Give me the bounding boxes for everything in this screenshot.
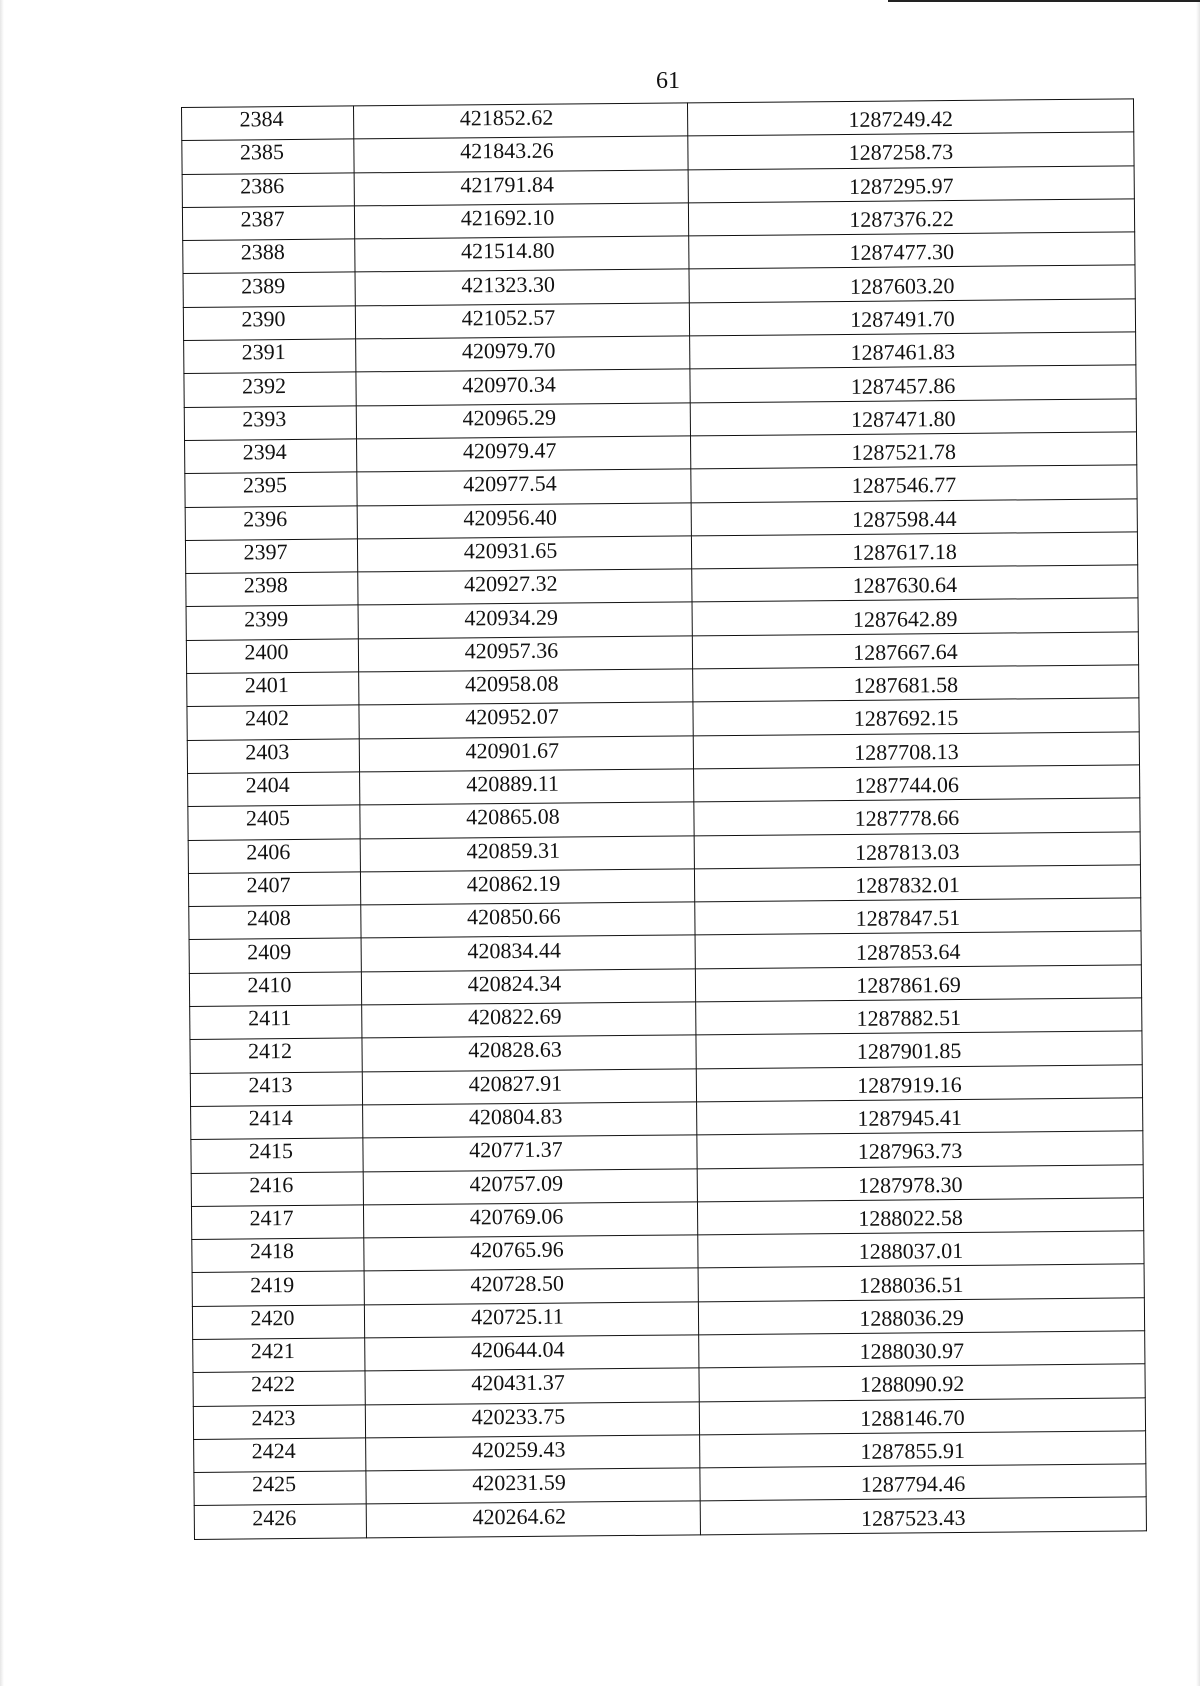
y-coordinate-value: 1287603.20 [849,272,955,299]
x-coordinate-value: 421692.10 [460,204,555,231]
y-coordinate-value: 1287523.43 [860,1504,966,1531]
y-coordinate-value: 1287681.58 [853,672,959,699]
y-coordinate-value: 1287861.69 [856,971,961,998]
point-id-value: 2415 [248,1138,294,1164]
x-coordinate-cell [354,203,688,239]
y-coordinate-value: 1287945.41 [857,1105,963,1131]
x-coordinate-cell [357,436,691,472]
x-coordinate-cell [354,169,688,205]
x-coordinate-cell [359,702,693,738]
point-id-value: 2420 [250,1304,295,1331]
y-coordinate-value: 1287853.64 [855,938,961,965]
point-id-value: 2426 [252,1504,297,1531]
x-coordinate-cell [366,1468,700,1504]
x-coordinate-cell [355,269,689,305]
point-id-cell [191,1205,363,1240]
point-id-cell [189,905,361,940]
point-id-cell [190,1005,362,1040]
y-coordinate-value: 1287642.89 [852,605,958,632]
x-coordinate-value: 420728.50 [470,1270,565,1296]
point-id-value: 2401 [244,672,289,698]
point-id-cell [192,1238,364,1273]
x-coordinate-cell [363,1168,697,1204]
point-id-value: 2395 [242,472,288,498]
y-coordinate-value: 1287376.22 [849,206,954,232]
point-id-cell [188,805,360,840]
x-coordinate-cell [361,935,695,971]
x-coordinate-cell [356,336,690,372]
point-id-value: 2409 [247,938,292,964]
y-coordinate-cell [696,1064,1142,1101]
point-id-cell [182,206,354,241]
x-coordinate-value: 420827.91 [468,1070,563,1097]
point-id-value: 2424 [251,1438,296,1464]
y-coordinate-cell [693,731,1139,768]
point-id-value: 2407 [246,872,291,898]
y-coordinate-value: 1287477.30 [849,239,955,266]
x-coordinate-value: 420804.83 [468,1103,563,1130]
point-id-value: 2386 [240,172,285,199]
y-coordinate-cell [700,1497,1146,1534]
y-coordinate-cell [692,632,1138,669]
y-coordinate-cell [689,299,1135,336]
x-coordinate-value: 420231.59 [472,1469,566,1496]
top-rule [888,0,1200,2]
point-id-value: 2412 [247,1038,293,1064]
y-coordinate-value: 1288022.58 [858,1204,963,1231]
x-coordinate-value: 421791.84 [460,171,555,198]
y-coordinate-cell [688,132,1134,169]
y-coordinate-value: 1287978.30 [857,1171,963,1198]
point-id-value: 2405 [245,805,291,831]
scan-left-edge [0,0,4,1686]
y-coordinate-value: 1287778.66 [854,805,960,832]
point-id-value: 2422 [250,1371,296,1397]
point-id-cell [189,972,361,1007]
x-coordinate-cell [358,602,692,638]
y-coordinate-cell [700,1464,1146,1501]
x-coordinate-cell [360,869,694,905]
y-coordinate-cell [694,798,1140,835]
x-coordinate-value: 420859.31 [466,837,561,864]
point-id-cell [185,472,357,507]
x-coordinate-cell [366,1501,700,1537]
point-id-value: 2425 [251,1471,297,1497]
point-id-cell [183,306,355,341]
x-coordinate-value: 420979.47 [462,437,557,464]
point-id-value: 2406 [246,838,291,865]
point-id-cell [185,505,357,540]
x-coordinate-cell [359,736,693,772]
point-id-value: 2417 [249,1204,294,1231]
y-coordinate-value: 1287457.86 [850,372,956,399]
point-id-value: 2423 [251,1404,296,1431]
point-id-value: 2418 [249,1238,294,1264]
y-coordinate-value: 1287901.85 [856,1038,962,1065]
y-coordinate-cell [689,265,1135,302]
point-id-cell [186,572,358,607]
y-coordinate-value: 1287295.97 [848,172,954,199]
point-id-cell [186,605,358,640]
point-id-cell [191,1105,363,1140]
x-coordinate-cell [357,502,691,538]
point-id-value: 2414 [248,1105,293,1131]
y-coordinate-cell [696,1031,1142,1068]
point-id-cell [190,1038,362,1073]
point-id-cell [183,239,355,274]
y-coordinate-value: 1287617.18 [852,538,957,565]
y-coordinate-cell [698,1231,1144,1268]
x-coordinate-value: 420927.32 [463,570,558,597]
point-id-value: 2385 [239,139,285,165]
y-coordinate-cell [699,1364,1145,1401]
x-coordinate-cell [364,1268,698,1304]
y-coordinate-cell [691,465,1137,502]
y-coordinate-cell [692,565,1138,602]
x-coordinate-value: 420952.07 [465,704,559,730]
y-coordinate-value: 1287832.01 [855,871,960,898]
x-coordinate-value: 420644.04 [470,1336,565,1363]
x-coordinate-value: 420977.54 [463,471,557,497]
y-coordinate-cell [699,1397,1145,1434]
point-id-value: 2411 [248,1005,292,1031]
y-coordinate-value: 1288037.01 [858,1238,964,1265]
x-coordinate-value: 421323.30 [461,271,555,298]
x-coordinate-cell [365,1401,699,1437]
point-id-value: 2394 [242,439,287,465]
point-id-cell [192,1305,364,1340]
y-coordinate-cell [691,532,1137,569]
x-coordinate-value: 420865.08 [466,803,560,830]
x-coordinate-cell [365,1335,699,1371]
x-coordinate-cell [360,802,694,838]
y-coordinate-cell [690,399,1136,436]
y-coordinate-value: 1287521.78 [851,439,957,466]
point-id-value: 2399 [244,605,289,632]
y-coordinate-value: 1287882.51 [856,1005,962,1032]
x-coordinate-value: 420259.43 [471,1436,566,1463]
point-id-value: 2384 [239,106,284,132]
point-id-cell [184,339,356,374]
point-id-cell [190,1072,362,1107]
coordinate-table-body [182,99,1147,1539]
y-coordinate-value: 1287919.16 [857,1071,962,1098]
x-coordinate-value: 420850.66 [467,903,561,930]
y-coordinate-cell [688,199,1134,236]
x-coordinate-value: 420965.29 [462,404,557,431]
point-id-value: 2397 [243,539,288,565]
point-id-value: 2419 [250,1271,295,1297]
point-id-value: 2396 [243,505,288,532]
x-coordinate-cell [355,303,689,339]
point-id-cell [192,1271,364,1306]
point-id-cell [184,406,356,441]
y-coordinate-value: 1288146.70 [860,1404,965,1431]
y-coordinate-cell [696,998,1142,1035]
y-coordinate-value: 1287855.91 [860,1437,966,1464]
x-coordinate-cell [361,969,695,1005]
page-number: 61 [656,68,680,94]
y-coordinate-value: 1288090.92 [859,1371,965,1398]
point-id-cell [189,938,361,973]
y-coordinate-cell [694,765,1140,802]
y-coordinate-value: 1287667.64 [853,638,958,665]
x-coordinate-value: 420889.11 [466,770,560,797]
y-coordinate-value: 1288030.97 [859,1338,965,1365]
point-id-cell [188,872,360,907]
x-coordinate-value: 420834.44 [467,937,562,963]
point-id-cell [182,173,354,208]
y-coordinate-value: 1287847.51 [855,905,961,932]
x-coordinate-cell [357,536,691,572]
x-coordinate-cell [356,403,690,439]
x-coordinate-value: 420769.06 [469,1203,564,1230]
x-coordinate-cell [363,1135,697,1171]
y-coordinate-cell [695,965,1141,1002]
scan-right-edge [1196,0,1200,1686]
x-coordinate-cell [360,835,694,871]
x-coordinate-cell [355,236,689,272]
y-coordinate-value: 1287471.80 [850,405,956,432]
x-coordinate-value: 420828.63 [468,1037,562,1063]
point-id-cell [193,1371,365,1406]
point-id-cell [194,1504,366,1539]
point-id-cell [185,439,357,474]
x-coordinate-value: 420931.65 [463,537,558,564]
x-coordinate-cell [356,369,690,405]
y-coordinate-cell [697,1164,1143,1201]
point-id-cell [182,139,354,174]
point-id-cell [182,106,354,141]
x-coordinate-value: 421514.80 [460,237,555,264]
x-coordinate-value: 420979.70 [461,337,556,364]
point-id-value: 2398 [243,572,288,598]
point-id-value: 2413 [248,1071,293,1098]
point-id-cell [193,1404,365,1439]
x-coordinate-cell [358,636,692,672]
y-coordinate-cell [691,498,1137,535]
y-coordinate-cell [691,432,1137,469]
y-coordinate-cell [687,99,1133,136]
y-coordinate-cell [688,165,1134,202]
point-id-cell [185,539,357,574]
point-id-cell [183,272,355,307]
x-coordinate-cell [354,136,688,172]
point-id-value: 2410 [247,971,292,998]
x-coordinate-cell [360,769,694,805]
y-coordinate-value: 1287249.42 [848,106,954,133]
point-id-value: 2392 [241,372,287,398]
y-coordinate-value: 1288036.29 [859,1304,964,1331]
x-coordinate-value: 420765.96 [470,1236,564,1263]
y-coordinate-cell [699,1331,1145,1368]
y-coordinate-cell [697,1198,1143,1235]
y-coordinate-cell [698,1264,1144,1301]
point-id-value: 2408 [246,905,291,931]
y-coordinate-value: 1287258.73 [848,139,954,166]
point-id-cell [191,1171,363,1206]
x-coordinate-cell [366,1435,700,1471]
x-coordinate-cell [362,1035,696,1071]
x-coordinate-value: 420934.29 [464,604,559,631]
x-coordinate-value: 420264.62 [472,1503,567,1530]
y-coordinate-cell [689,232,1135,269]
y-coordinate-value: 1287813.03 [854,838,960,865]
y-coordinate-cell [695,931,1141,968]
point-id-value: 2390 [241,305,286,332]
point-id-cell [193,1338,365,1373]
x-coordinate-value: 420958.08 [464,670,559,697]
y-coordinate-cell [690,365,1136,402]
x-coordinate-cell [364,1235,698,1271]
point-id-cell [186,639,358,674]
x-coordinate-cell [363,1202,697,1238]
point-id-cell [188,838,360,873]
y-coordinate-cell [700,1431,1146,1468]
x-coordinate-cell [353,103,687,139]
y-coordinate-value: 1287692.15 [853,705,959,732]
point-id-value: 2404 [245,772,290,798]
y-coordinate-value: 1287963.73 [857,1138,963,1165]
x-coordinate-value: 420725.11 [471,1303,564,1330]
point-id-value: 2388 [240,239,285,265]
x-coordinate-cell [363,1102,697,1138]
point-id-value: 2403 [245,738,290,765]
x-coordinate-cell [361,902,695,938]
point-id-cell [187,705,359,740]
x-coordinate-value: 420970.34 [462,371,556,397]
x-coordinate-value: 420233.75 [471,1403,566,1430]
x-coordinate-cell [365,1368,699,1404]
x-coordinate-value: 420431.37 [471,1369,565,1396]
x-coordinate-value: 421852.62 [459,104,554,131]
x-coordinate-cell [358,569,692,605]
y-coordinate-cell [693,665,1139,702]
x-coordinate-value: 420862.19 [466,870,561,897]
y-coordinate-cell [694,865,1140,902]
x-coordinate-value: 420822.69 [467,1003,562,1030]
y-coordinate-cell [690,332,1136,369]
point-id-value: 2402 [244,705,290,731]
x-coordinate-value: 420757.09 [469,1170,564,1197]
point-id-value: 2400 [244,638,289,665]
x-coordinate-cell [362,1068,696,1104]
y-coordinate-value: 1287461.83 [850,339,956,366]
point-id-cell [187,672,359,707]
y-coordinate-cell [692,598,1138,635]
y-coordinate-value: 1287744.06 [854,772,960,798]
y-coordinate-cell [698,1297,1144,1334]
x-coordinate-cell [359,669,693,705]
point-id-value: 2416 [249,1171,294,1198]
x-coordinate-cell [357,469,691,505]
y-coordinate-cell [697,1131,1143,1168]
point-id-value: 2393 [242,405,287,432]
point-id-cell [194,1471,366,1506]
point-id-cell [187,739,359,774]
y-coordinate-value: 1287630.64 [852,572,958,599]
y-coordinate-value: 1287794.46 [860,1471,966,1498]
point-id-value: 2387 [240,206,285,232]
point-id-cell [194,1438,366,1473]
y-coordinate-value: 1287546.77 [851,472,957,499]
point-id-value: 2389 [241,272,286,299]
y-coordinate-value: 1287491.70 [850,305,955,332]
x-coordinate-value: 421052.57 [461,304,556,331]
x-coordinate-value: 420956.40 [463,504,558,531]
x-coordinate-cell [362,1002,696,1038]
x-coordinate-value: 421843.26 [460,138,554,164]
x-coordinate-value: 420901.67 [465,737,560,764]
point-id-cell [188,772,360,807]
coordinate-table [181,98,1147,1539]
point-id-value: 2391 [241,339,286,365]
y-coordinate-value: 1287598.44 [851,505,957,532]
y-coordinate-value: 1287708.13 [854,738,959,765]
x-coordinate-value: 420957.36 [464,637,559,664]
y-coordinate-value: 1288036.51 [858,1271,964,1298]
point-id-value: 2421 [250,1338,295,1364]
y-coordinate-cell [695,898,1141,935]
y-coordinate-cell [693,698,1139,735]
point-id-cell [184,372,356,407]
x-coordinate-value: 420771.37 [469,1136,563,1163]
y-coordinate-cell [694,831,1140,868]
x-coordinate-value: 420824.34 [467,970,562,997]
point-id-cell [191,1138,363,1173]
y-coordinate-cell [697,1098,1143,1135]
x-coordinate-cell [364,1302,698,1338]
